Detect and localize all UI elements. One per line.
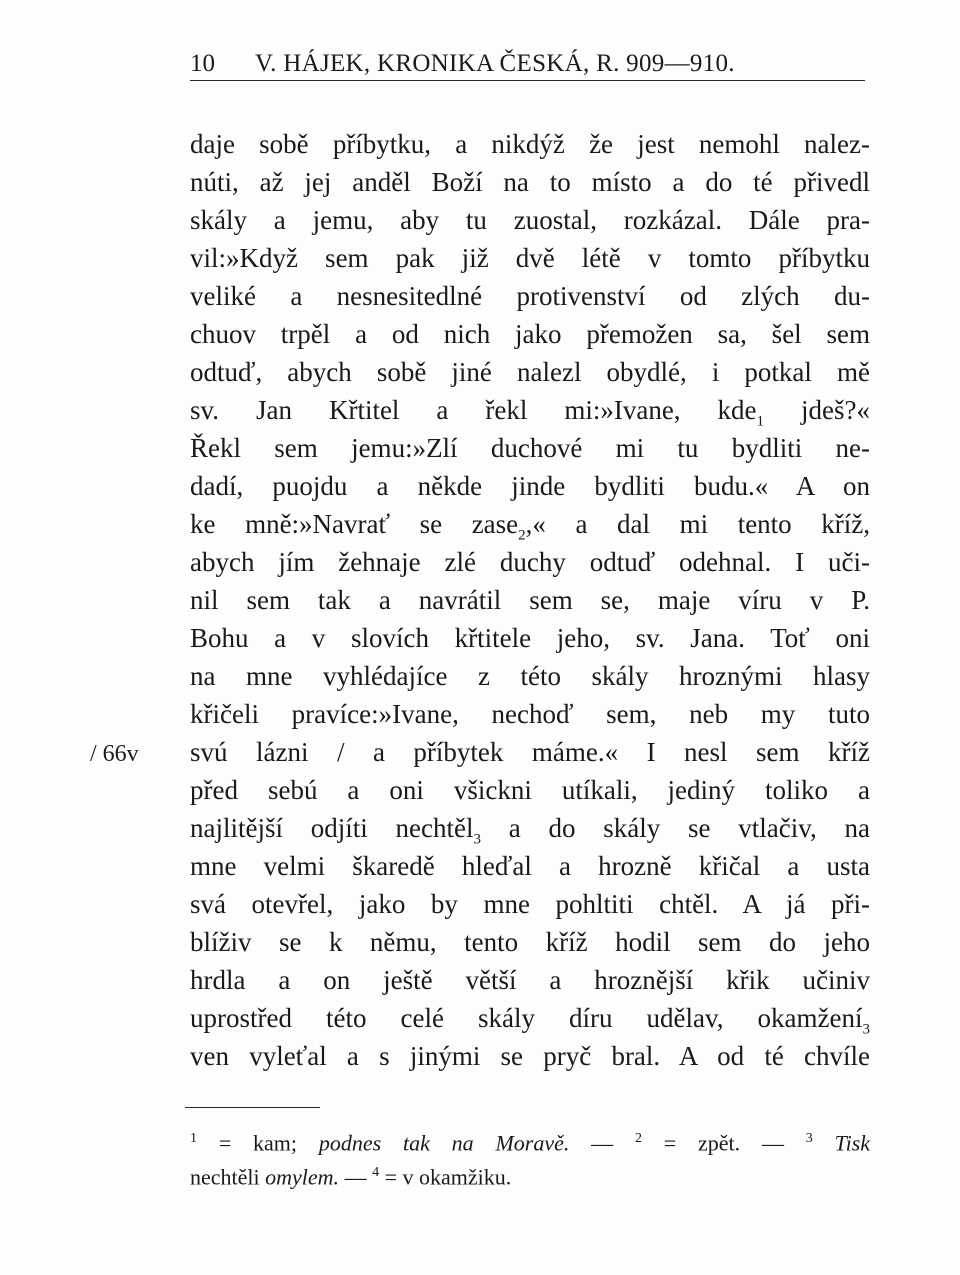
footnote-italic: Tisk bbox=[834, 1130, 871, 1156]
footnote-dash: — bbox=[344, 1164, 367, 1190]
text-line-part: uprostřed této celé skály díru udělav, okamžení bbox=[190, 1003, 863, 1033]
footnote-mark: 2 bbox=[518, 527, 526, 544]
footnote-mark: 3 bbox=[862, 1021, 870, 1038]
footnote-italic: omylem. bbox=[265, 1164, 340, 1190]
text-line bbox=[190, 809, 870, 847]
running-head-title: V. HÁJEK, KRONIKA ČESKÁ, R. 909—910. bbox=[255, 50, 735, 77]
text-line-part: ,« a dal mi tento kříž, bbox=[525, 509, 870, 539]
text-line: svú lázni / a příbytek máme.« I nesl sem kříž bbox=[190, 737, 870, 767]
text-line bbox=[190, 999, 870, 1037]
text-line: chuov trpěl a od nich jako přemožen sa, šel sem bbox=[190, 319, 870, 349]
folio-margin-note: / 66v bbox=[90, 741, 139, 767]
footnotes bbox=[190, 1122, 870, 1190]
text-line: svá otevřel, jako by mne pohltiti chtěl. A já při- bbox=[190, 889, 870, 919]
text-line: ven vyleťal a s jinými se pryč bral. A od té chvíle bbox=[190, 1041, 870, 1071]
page-number: 10 bbox=[190, 50, 215, 77]
footnote-dash: — bbox=[591, 1130, 614, 1156]
footnote-rule bbox=[185, 1107, 320, 1108]
text-line: mne velmi škaredě hleďal a hrozně křičal a usta bbox=[190, 851, 870, 881]
footnote-line bbox=[190, 1122, 870, 1156]
footnote-number: 2 bbox=[634, 1131, 642, 1146]
text-line: odtuď, abych sobě jiné nalezl obydlé, i potkal mě bbox=[190, 357, 870, 387]
text-line bbox=[190, 505, 870, 543]
text-line: veliké a nesnesitedlné protivenství od zlých du- bbox=[190, 281, 870, 311]
text-line: Řekl sem jemu:»Zlí duchové mi tu bydliti ne- bbox=[190, 433, 870, 463]
footnote-mark: 1 bbox=[756, 413, 765, 430]
text-line-part: najlitější odjíti nechtěl bbox=[190, 813, 474, 843]
text-line-part: a do skály se vtlačiv, na bbox=[480, 813, 870, 843]
text-line: Bohu a v slovích křtitele jeho, sv. Jana. Toť oni bbox=[190, 623, 870, 653]
text-line: před sebú a oni všickni utíkali, jediný toliko a bbox=[190, 775, 870, 805]
text-line: dadí, puojdu a někde jinde bydliti budu.« A on bbox=[190, 471, 870, 501]
main-text bbox=[190, 125, 870, 1075]
text-line: vil:»Když sem pak již dvě létě v tomto příbytku bbox=[190, 243, 870, 273]
footnote-text: nechtěli bbox=[190, 1164, 260, 1190]
footnote-text: = kam; bbox=[218, 1130, 298, 1156]
footnote-mark: 3 bbox=[473, 831, 481, 848]
footnote-line bbox=[190, 1156, 870, 1190]
text-line-part: jdeš?« bbox=[801, 395, 870, 425]
text-line bbox=[190, 391, 870, 429]
footnote-number: 4 bbox=[372, 1165, 380, 1180]
running-header bbox=[190, 40, 865, 81]
footnote-text: = v okamžiku. bbox=[384, 1164, 512, 1190]
text-line: na mne vyhlédajíce z této skály hroznými hlasy bbox=[190, 661, 870, 691]
text-line-part: ke mně:»Navrať se zase bbox=[190, 509, 519, 539]
footnote-text: = zpět. — bbox=[663, 1130, 784, 1156]
text-line: křičeli pravíce:»Ivane, nechoď sem, neb my tuto bbox=[190, 699, 870, 729]
text-line: abych jím žehnaje zlé duchy odtuď odehnal. I uči- bbox=[190, 547, 870, 577]
footnote-number: 1 bbox=[190, 1131, 197, 1146]
footnote-italic: podnes tak na Moravě. bbox=[318, 1130, 570, 1156]
text-line-part: sv. Jan Křtitel a řekl mi:»Ivane, kde bbox=[190, 395, 757, 425]
text-line: daje sobě příbytku, a nikdýž že jest nemohl nalez- bbox=[190, 129, 870, 159]
text-line: nil sem tak a navrátil sem se, maje víru v P. bbox=[190, 585, 870, 615]
footnote-number: 3 bbox=[805, 1131, 813, 1146]
text-line: blíživ se k němu, tento kříž hodil sem do jeho bbox=[190, 927, 870, 957]
text-line: skály a jemu, aby tu zuostal, rozkázal. Dále pra- bbox=[190, 205, 870, 235]
text-line: núti, až jej anděl Boží na to místo a do té přivedl bbox=[190, 167, 870, 197]
text-line: hrdla a on ještě větší a hroznější křik učiniv bbox=[190, 965, 870, 995]
